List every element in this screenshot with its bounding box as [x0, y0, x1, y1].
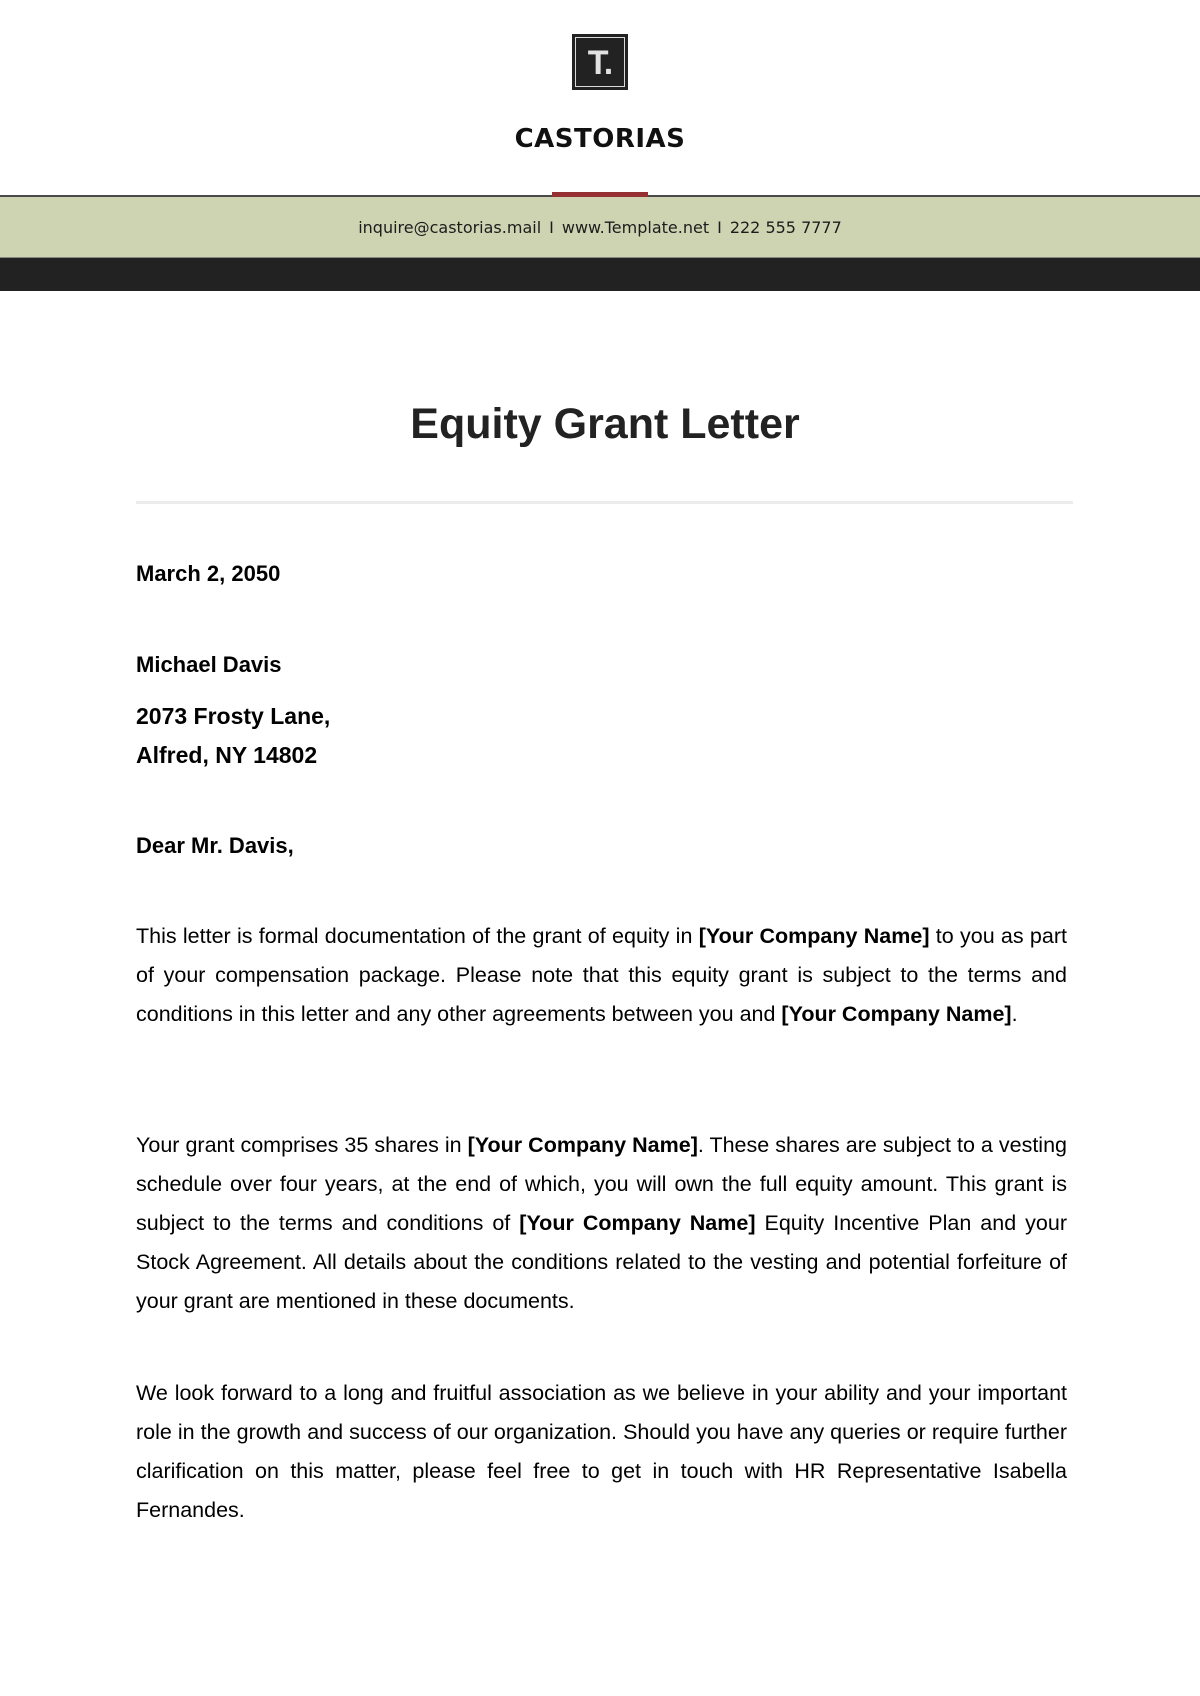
paragraph-text: . These shares are subject to a vesting schedule over four years, at the end of which, you will own the full equity amount. This grant is subject to the terms and conditions of [136, 1133, 1067, 1235]
address-line-2: Alfred, NY 14802 [136, 742, 318, 768]
contact-band [0, 197, 1200, 257]
contact-phone: 222 555 7777 [729, 217, 842, 237]
paragraph-text: . [1011, 1002, 1018, 1026]
paragraph-text: Equity Incentive Plan and your Stock Agreement. All details about the conditions related to the vesting and potential forfeiture of your grant are mentioned in these documents. [136, 1211, 1067, 1313]
document-title: Equity Grant Letter [410, 400, 800, 448]
company-placeholder: [Your Company Name] [698, 924, 930, 948]
contact-separator: I [549, 217, 554, 237]
paragraph-2 [136, 1126, 1067, 1321]
title-divider [136, 501, 1073, 504]
brand-name: CASTORIAS [514, 124, 686, 154]
contact-separator: I [717, 217, 722, 237]
company-placeholder: [Your Company Name] [781, 1002, 1012, 1026]
contact-website: www.Template.net [561, 217, 710, 237]
address-line-1: 2073 Frosty Lane, [136, 703, 331, 729]
contact-email: inquire@castorias.mail [358, 217, 542, 237]
company-placeholder: [Your Company Name] [519, 1211, 756, 1235]
paragraph-3: We look forward to a long and fruitful association as we believe in your ability and your important role in the growth and success of our organization. Should you have any queries or require further clarification on this matter, please feel free to get in touch with HR Representative Isabella Fernandes. [136, 1381, 1067, 1522]
recipient-address [136, 697, 1067, 775]
letter-date: March 2, 2050 [136, 561, 281, 586]
logo-icon [572, 34, 628, 90]
letterhead [0, 0, 1200, 291]
paragraph-1 [136, 917, 1067, 1034]
paragraph-text: to you as part of your compensation package. Please note that this equity grant is subject to the terms and conditions in this letter and any other agreements between you and [136, 924, 1067, 1026]
company-placeholder: [Your Company Name] [467, 1133, 698, 1157]
logo-glyph: T. [587, 44, 613, 82]
dark-band [0, 257, 1200, 291]
paragraph-text: This letter is formal documentation of the grant of equity in [136, 924, 699, 948]
salutation: Dear Mr. Davis, [136, 833, 294, 858]
paragraph-text: Your grant comprises 35 shares in [136, 1133, 468, 1157]
recipient-name: Michael Davis [136, 652, 282, 677]
